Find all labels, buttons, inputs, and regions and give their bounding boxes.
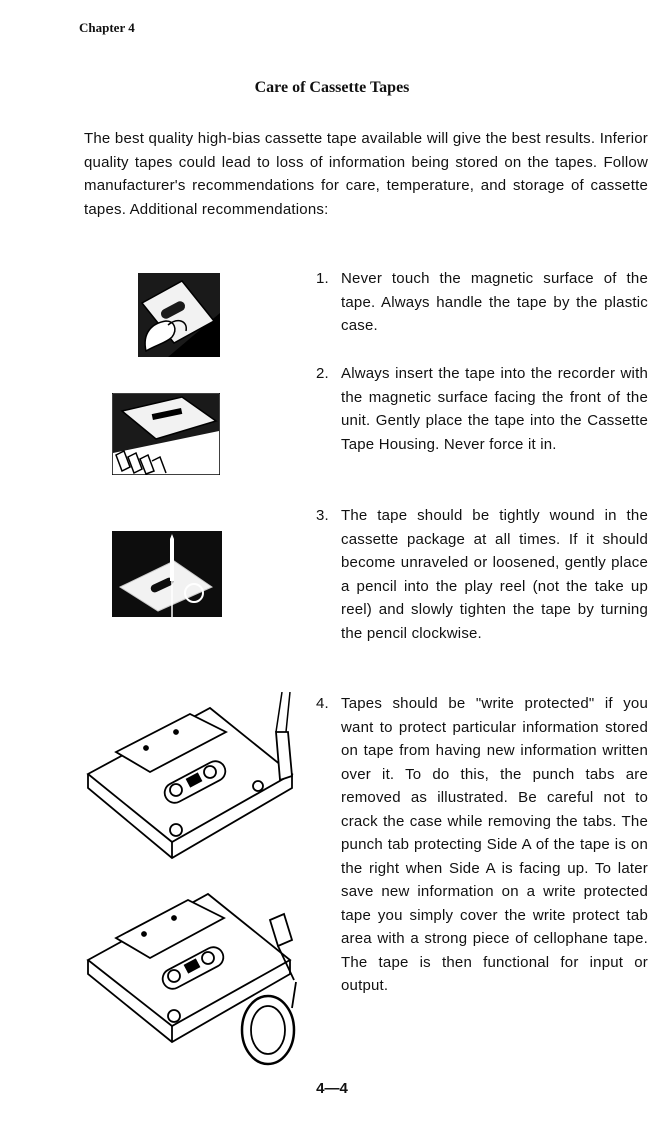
list-item <box>316 504 648 645</box>
chapter-header: Chapter 4 <box>79 20 135 35</box>
item-number: 1. <box>316 270 329 287</box>
page-number: 4—4 <box>316 1080 348 1097</box>
hand-holding-tape-illustration <box>138 273 220 357</box>
item-text: Always insert the tape into the recorder with the magnetic surface facing the front of the unit. Gently place the tape into the Cassette Tape Housing. Never force it in. <box>341 365 648 453</box>
cellophane-tape-cover-illustration <box>80 880 302 1070</box>
list-item <box>316 362 648 456</box>
item-number: 2. <box>316 365 329 382</box>
item-text: Tapes should be "write protected" if you want to protect particular information stored on tape from having new information written over it. To do this, the punch tabs are removed as illustrated. Be careful not to crack the case while removing the tabs. The punch tab protecting Side A of the tape is on the right when Side A is facing up. To later save new information on a write protected tape you simply cover the write protect tab area with a strong piece of cellophane tape. The tape is then functional for input or output. <box>341 695 648 994</box>
item-text: The tape should be tightly wound in the cassette package at all times. If it should become unraveled or loosened, gently place a pencil into the play reel (not the take up reel) and slowly tighten the tape by turning the pencil clockwise. <box>341 507 648 642</box>
punch-tab-removal-illustration <box>80 692 302 862</box>
list-item <box>316 267 648 338</box>
pencil-tightening-tape-illustration <box>112 531 222 617</box>
section-title: Care of Cassette Tapes <box>254 79 410 96</box>
list-item <box>316 692 648 998</box>
intro-paragraph: The best quality high-bias cassette tape available will give the best results. Inferior quality tapes could lead to loss of information being stored on the tapes. Follow manufacturer's recommendations for care, temperature, and storage of cassette tapes. Additional recommendations: <box>84 130 648 218</box>
item-number: 3. <box>316 507 329 524</box>
item-text: Never touch the magnetic surface of the tape. Always handle the tape by the plastic case. <box>341 270 648 334</box>
item-number: 4. <box>316 695 329 712</box>
insert-tape-illustration <box>112 393 220 475</box>
